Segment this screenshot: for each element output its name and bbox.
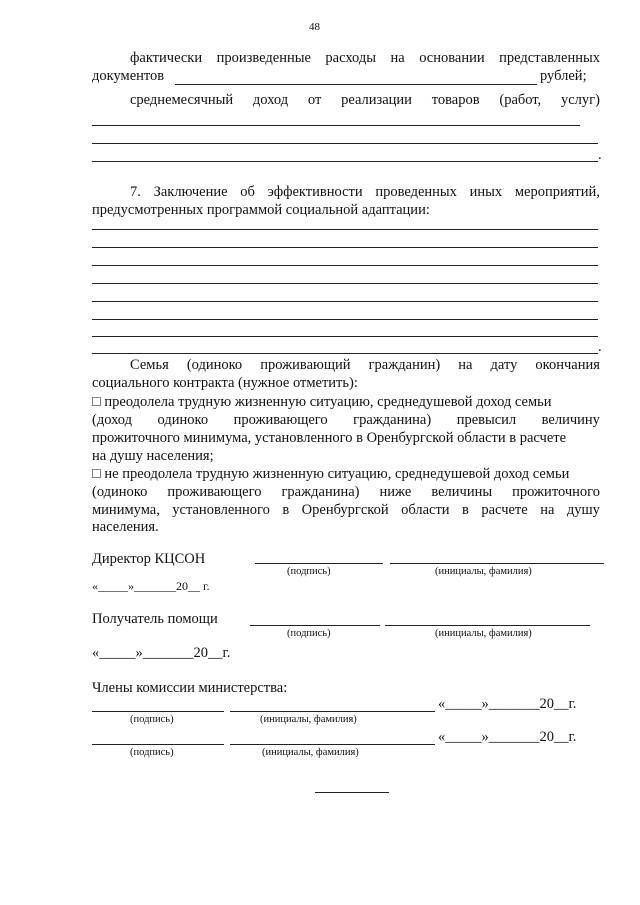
section-7-title (130, 184, 600, 201)
word: проживающего (167, 484, 262, 500)
period: . (598, 147, 602, 163)
end-divider (315, 792, 389, 793)
recipient-name-line (385, 625, 590, 626)
word: Оренбургской (301, 502, 389, 518)
word: на (458, 357, 473, 373)
option-overcame-line-2 (92, 412, 600, 429)
page-number: 48 (309, 21, 320, 33)
conclusion-line-6 (92, 319, 598, 320)
director-date: «_____»_______20__ г. (92, 579, 210, 593)
word: об (240, 184, 255, 200)
rubles-label: рублей; (540, 68, 587, 84)
recipient-label: Получатель помощи (92, 611, 218, 627)
conclusion-line-5 (92, 301, 598, 302)
director-signature-caption: (подпись) (287, 566, 331, 577)
option-overcame-line-4: на душу населения; (92, 448, 214, 464)
family-line-1 (130, 357, 600, 374)
director-name-line (390, 563, 604, 564)
commission-2-signature-line (92, 744, 224, 745)
word: дату (490, 357, 518, 373)
word: ниже (379, 484, 412, 500)
conclusion-line-4 (92, 283, 598, 284)
conclusion-line-3 (92, 265, 598, 266)
word: (доход (92, 412, 133, 428)
word: установленного (172, 502, 270, 518)
commission-1-signature-caption: (подпись) (130, 714, 174, 725)
recipient-name-caption: (инициалы, фамилия) (435, 628, 532, 639)
word: услуг) (560, 92, 600, 108)
word: основании (419, 50, 485, 66)
word: расходы (325, 50, 376, 66)
income-fill-line-2 (92, 143, 598, 144)
word: гражданина) (281, 484, 360, 500)
commission-1-signature-line (92, 711, 224, 712)
word: минимума, (92, 502, 160, 518)
word: мероприятий, (514, 184, 600, 200)
section-7-subtitle: предусмотренных программой социальной адаптации: (92, 202, 430, 218)
word: произведенные (216, 50, 311, 66)
word: представленных (499, 50, 600, 66)
family-line-2: социального контракта (нужное отметить): (92, 375, 358, 391)
income-fill-line-1 (92, 125, 580, 126)
expenses-line (130, 50, 600, 67)
recipient-signature-caption: (подпись) (287, 628, 331, 639)
word: среднемесячный (130, 92, 234, 108)
word: окончания (535, 357, 600, 373)
conclusion-line-7 (92, 336, 598, 337)
period: . (598, 339, 602, 355)
conclusion-line-1 (92, 229, 598, 230)
word: иных (469, 184, 503, 200)
commission-1-date: «_____»_______20__г. (438, 696, 577, 712)
commission-label: Члены комиссии министерства: (92, 680, 288, 696)
word: (работ, (499, 92, 542, 108)
word: проживающего (233, 412, 328, 428)
word: 7. (130, 184, 141, 200)
word: (одиноко (186, 357, 243, 373)
conclusion-line-2 (92, 247, 598, 248)
income-fill-line-3 (92, 161, 598, 162)
word: в (282, 502, 290, 518)
word: на (390, 50, 405, 66)
word: эффективности (267, 184, 363, 200)
director-label: Директор КЦСОН (92, 551, 206, 567)
word: проведенных (375, 184, 457, 200)
option-not-overcame-line-4: населения. (92, 519, 159, 535)
word: области (401, 502, 450, 518)
word: доход (252, 92, 289, 108)
word: от (307, 92, 322, 108)
director-name-caption: (инициалы, фамилия) (435, 566, 532, 577)
documents-label: документов (92, 68, 165, 84)
word: Заключение (153, 184, 228, 200)
option-not-overcame-line-3 (92, 502, 600, 519)
conclusion-line-8 (92, 353, 598, 354)
word: гражданина) (353, 412, 432, 428)
word: Семья (130, 357, 169, 373)
word: прожиточного (512, 484, 600, 500)
word: расчете (481, 502, 528, 518)
documents-fill-line (175, 84, 537, 85)
income-line (130, 92, 600, 109)
word: (одиноко (92, 484, 148, 500)
word: величину (541, 412, 600, 428)
option-not-overcame-line-2 (92, 484, 600, 501)
recipient-signature-line (250, 625, 380, 626)
word: душу (566, 502, 600, 518)
word: в (462, 502, 469, 518)
word: фактически (130, 50, 203, 66)
word: гражданин) (368, 357, 441, 373)
word: проживающий (260, 357, 351, 373)
word: товаров (431, 92, 480, 108)
word: величины (431, 484, 493, 500)
commission-1-name-line (230, 711, 435, 712)
commission-2-name-line (230, 744, 435, 745)
recipient-date: «_____»_______20__г. (92, 645, 231, 661)
option-not-overcame: □ не преодолела трудную жизненную ситуацию, среднедушевой доход семьи (92, 466, 570, 482)
word: превысил (456, 412, 517, 428)
word: на (540, 502, 555, 518)
option-overcame: □ преодолела трудную жизненную ситуацию, среднедушевой доход семьи (92, 394, 552, 410)
option-overcame-line-3: прожиточного минимума, установленного в Оренбургской области в расчете (92, 430, 567, 446)
word: реализации (341, 92, 412, 108)
commission-1-name-caption: (инициалы, фамилия) (260, 714, 357, 725)
word: одиноко (157, 412, 209, 428)
commission-2-name-caption: (инициалы, фамилия) (262, 747, 359, 758)
commission-2-date: «_____»_______20__г. (438, 729, 577, 745)
director-signature-line (255, 563, 383, 564)
commission-2-signature-caption: (подпись) (130, 747, 174, 758)
